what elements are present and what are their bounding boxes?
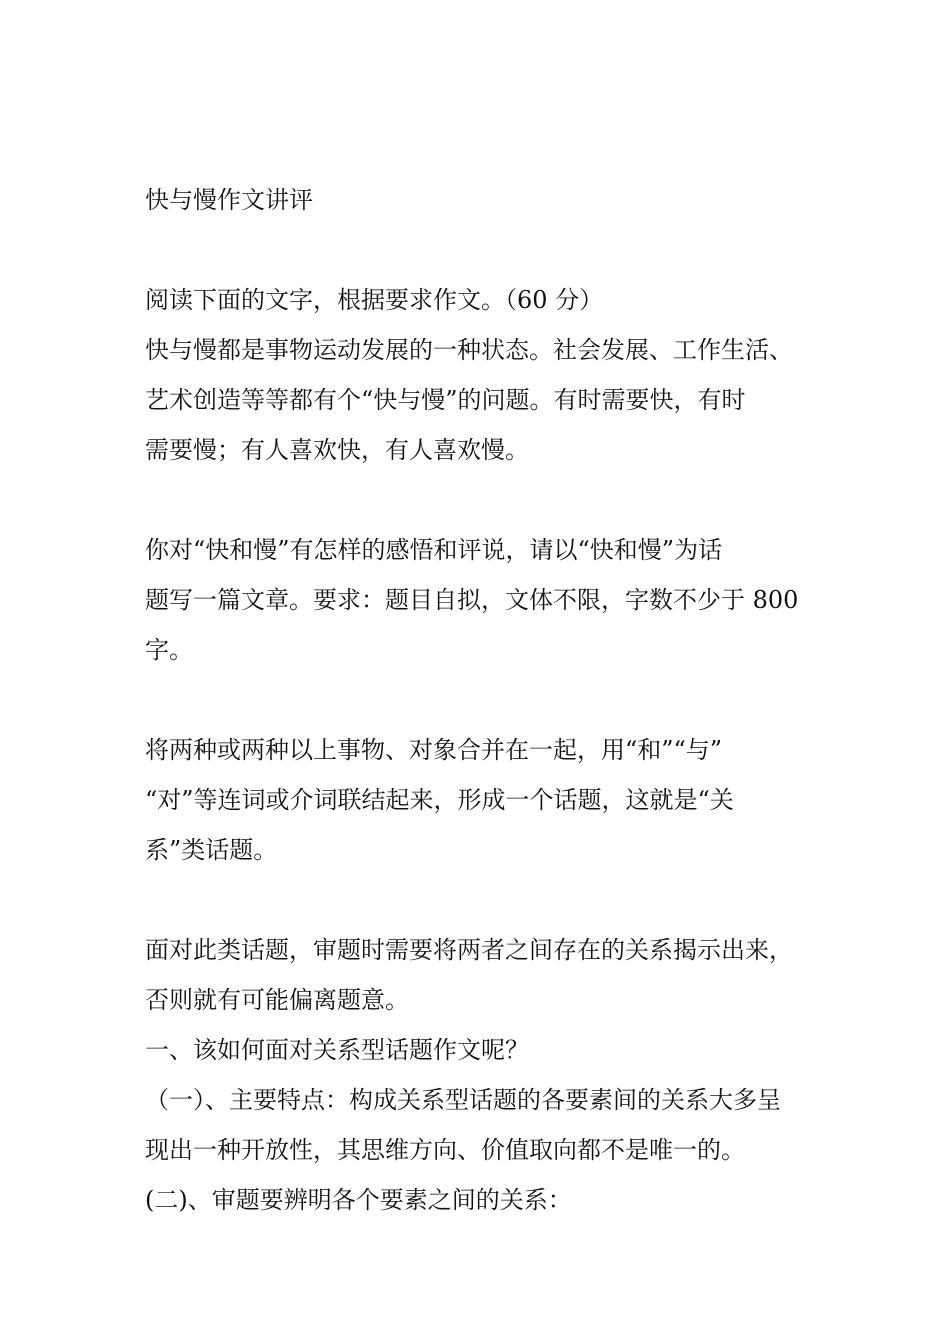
section-heading: 一、该如何面对关系型话题作文呢？ — [145, 1036, 529, 1064]
instruction-text: 阅读下面的文字，根据要求作文。（60 分） — [145, 286, 604, 314]
analysis-line: 否则就有可能偏离题意。 — [145, 986, 409, 1014]
task-line: 题写一篇文章。要求：题目自拟，文体不限，字数不少于 800 — [145, 586, 799, 614]
point-two-line: (二)、审题要辨明各个要素之间的关系： — [145, 1186, 572, 1214]
task-line: 字。 — [145, 636, 193, 664]
definition-line: “对”等连词或介词联结起来，形成一个话题，这就是“关 — [145, 786, 734, 814]
analysis-line: 面对此类话题，审题时需要将两者之间存在的关系揭示出来， — [145, 936, 793, 964]
definition-line: 系”类话题。 — [145, 836, 278, 864]
definition-line: 将两种或两种以上事物、对象合并在一起，用“和”“与” — [145, 736, 723, 764]
point-one-line: （一）、主要特点：构成关系型话题的各要素间的关系大多呈 — [145, 1086, 781, 1114]
point-one-line: 现出一种开放性，其思维方向、价值取向都不是唯一的。 — [145, 1136, 745, 1164]
task-line: 你对“快和慢”有怎样的感悟和评说，请以“快和慢”为话 — [145, 536, 723, 564]
prompt-line: 需要慢；有人喜欢快，有人喜欢慢。 — [145, 436, 529, 464]
prompt-line: 艺术创造等等都有个“快与慢”的问题。有时需要快，有时 — [145, 386, 746, 414]
prompt-line: 快与慢都是事物运动发展的一种状态。社会发展、工作生活、 — [145, 336, 793, 364]
document-title: 快与慢作文讲评 — [145, 186, 313, 214]
